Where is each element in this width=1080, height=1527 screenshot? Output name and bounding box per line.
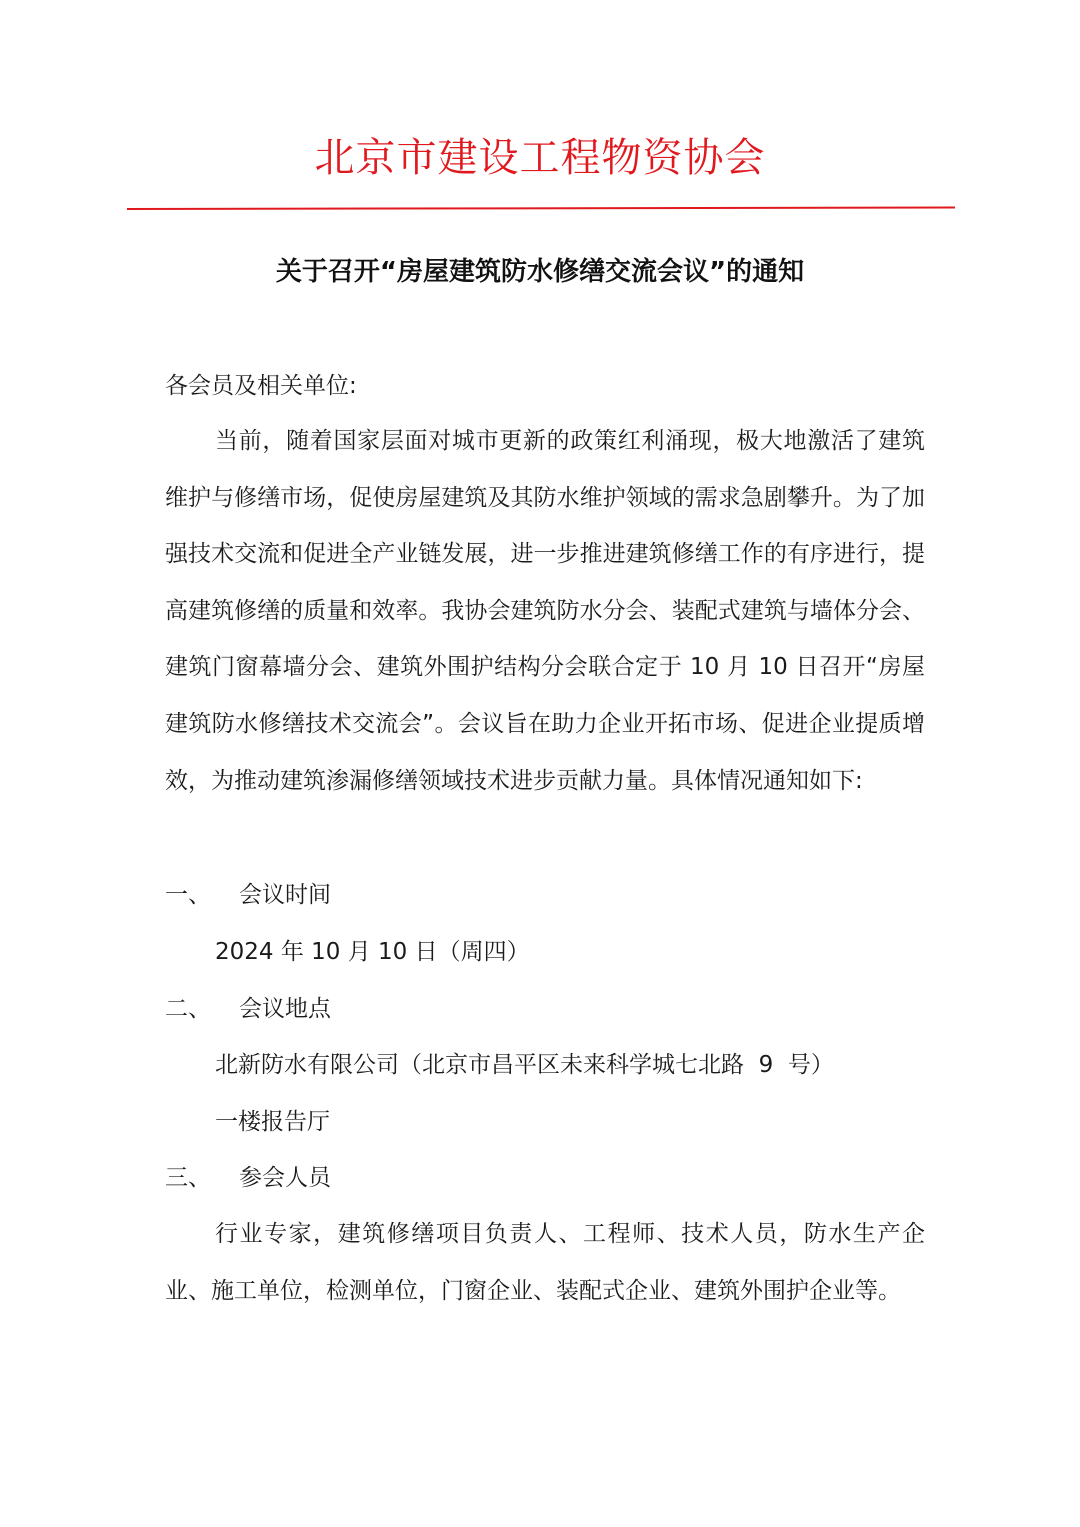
section-number: 二、 — [165, 996, 211, 1022]
meeting-date: 2024 年 10 月 10 日（周四） — [215, 939, 530, 965]
section-number: 三、 — [165, 1165, 211, 1191]
section-heading-place — [165, 984, 331, 1034]
organization-title: 北京市建设工程物资协会 — [314, 135, 766, 181]
section-heading-text: 会议时间 — [239, 882, 331, 908]
intro-paragraph: 当前，随着国家层面对城市更新的政策红利涌现，极大地激活了建筑维护与修缮市场，促使房屋建筑及其防水维护领域的需求急剧攀升。为了加强技术交流和促进全产业链发展，进一步推进建筑修缮工作的有序进行，提高建筑修缮的质量和效率。我协会建筑防水分会、装配式建筑与墙体分会、建筑门窗幕墙分会、建筑外围护结构分会联合定于 10 月 10 日召开“房屋建筑防水修缮技术交流会”。会议旨在助力企业开拓市场、促进企业提质增效，为推动建筑渗漏修缮领域技术进步贡献力量。具体情况通知如下: — [165, 428, 925, 794]
notice-title: 关于召开“房屋建筑防水修缮交流会议”的通知 — [275, 257, 805, 287]
salutation: 各会员及相关单位: — [165, 373, 357, 399]
section-heading-text: 会议地点 — [239, 996, 331, 1022]
attendees-paragraph: 行业专家，建筑修缮项目负责人、工程师、技术人员，防水生产企业、施工单位，检测单位，门窗企业、装配式企业、建筑外围护企业等。 — [165, 1221, 925, 1304]
section-heading-text: 参会人员 — [239, 1165, 331, 1191]
meeting-venue: 北新防水有限公司（北京市昌平区未来科学城七北路 9 号） — [215, 1052, 834, 1078]
red-header-rule — [127, 207, 955, 210]
section-heading-attendees — [165, 1153, 331, 1203]
section-heading-time — [165, 870, 331, 920]
section-number: 一、 — [165, 882, 211, 908]
meeting-room: 一楼报告厅 — [215, 1109, 330, 1135]
